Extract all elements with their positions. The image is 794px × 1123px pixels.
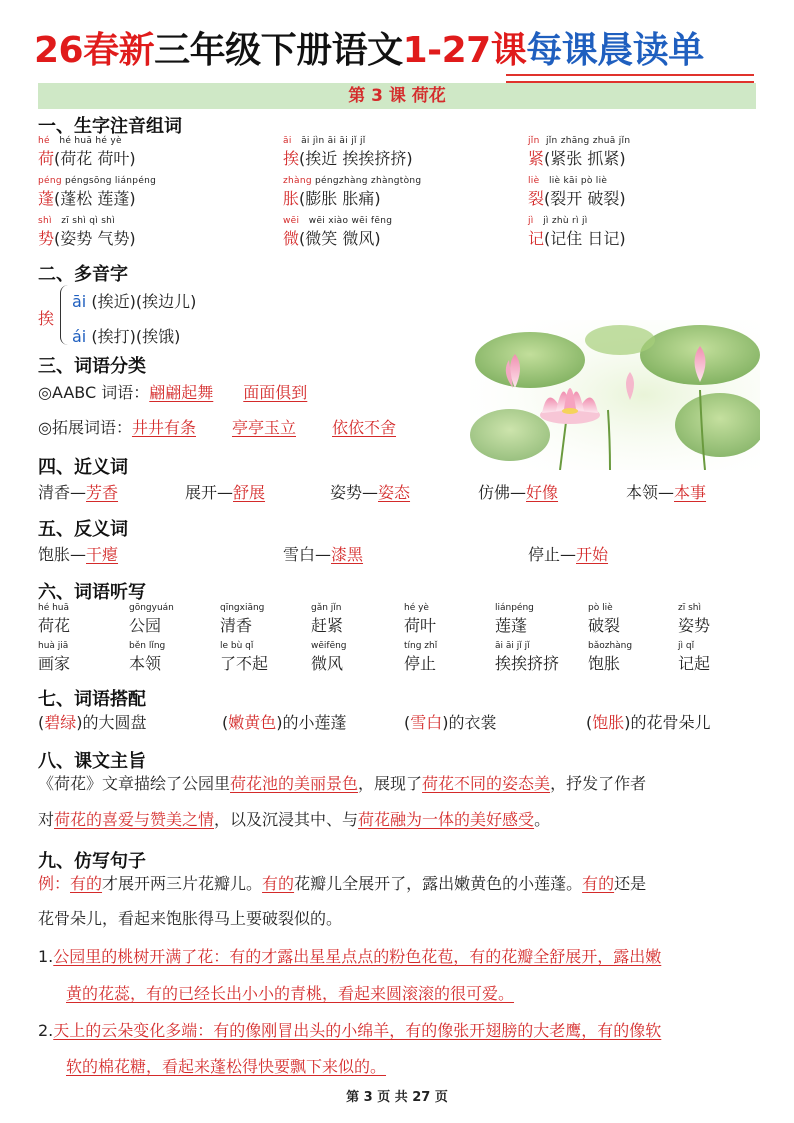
section-heading-4: 四、近义词 bbox=[38, 457, 128, 478]
synonym-pair: 姿势—姿态 bbox=[330, 483, 411, 502]
dictation-word: 莲蓬 bbox=[495, 616, 528, 635]
char-pinyin: āi āi jìn āi āi jǐ jǐ bbox=[283, 136, 366, 146]
char-item bbox=[38, 176, 156, 209]
dictation-word: 赶紧 bbox=[311, 616, 344, 635]
char-item bbox=[528, 216, 626, 249]
example-line-1: 例：有的才展开两三片花瓣儿。有的花瓣儿全展开了，露出嫩黄色的小莲蓬。有的还是 bbox=[38, 874, 647, 893]
aabc-word: 面面俱到 bbox=[243, 383, 308, 402]
dictation-item bbox=[311, 603, 343, 636]
char-item bbox=[38, 136, 136, 169]
dictation-pinyin: hé huā bbox=[38, 603, 70, 613]
section-heading-7: 七、词语搭配 bbox=[38, 689, 146, 710]
char-pinyin: wēi wēi xiào wēi fēng bbox=[283, 216, 393, 226]
synonym-pair: 清香—芳香 bbox=[38, 483, 119, 502]
collocation: (饱胀)的花骨朵儿 bbox=[586, 713, 711, 732]
polyphone-reading-1: āi (挨近)(挨边儿) bbox=[72, 292, 197, 311]
dictation-pinyin: wēifēng bbox=[311, 641, 347, 651]
dictation-word: 破裂 bbox=[588, 616, 621, 635]
dictation-pinyin: le bù qǐ bbox=[220, 641, 254, 651]
theme-line-1: 《荷花》文章描绘了公园里荷花池的美丽景色，展现了荷花不同的姿态美，抒发了作者 bbox=[38, 774, 647, 793]
collocation: (嫩黄色)的小莲蓬 bbox=[222, 713, 347, 732]
dictation-pinyin: bǎozhàng bbox=[588, 641, 633, 651]
dictation-item bbox=[404, 603, 436, 636]
char-words: 微(微笑 微风) bbox=[283, 229, 381, 248]
dictation-pinyin: zī shì bbox=[678, 603, 701, 613]
dictation-word: 荷叶 bbox=[404, 616, 437, 635]
ext-word: 亭亭玉立 bbox=[231, 418, 296, 437]
dictation-item bbox=[678, 603, 710, 636]
char-words: 荷(荷花 荷叶) bbox=[38, 149, 136, 168]
section-heading-1: 一、生字注音组词 bbox=[38, 116, 182, 137]
dictation-item bbox=[495, 641, 559, 674]
antonym-pair: 饱胀—干瘪 bbox=[38, 545, 119, 564]
dictation-item bbox=[38, 603, 70, 636]
dictation-pinyin: jì qǐ bbox=[678, 641, 695, 651]
antonym-pair: 停止—开始 bbox=[528, 545, 609, 564]
dictation-item bbox=[38, 641, 70, 674]
char-words: 挨(挨近 挨挨挤挤) bbox=[283, 149, 413, 168]
char-item bbox=[283, 216, 392, 249]
polyphone-char: 挨 bbox=[38, 309, 55, 328]
ext-word: 依依不舍 bbox=[332, 418, 397, 437]
aabc-label: ◎AABC 词语： bbox=[38, 383, 150, 402]
dictation-word: 微风 bbox=[311, 654, 344, 673]
dictation-pinyin: āi āi jǐ jǐ bbox=[495, 641, 530, 651]
ext-row bbox=[38, 415, 396, 438]
char-item bbox=[38, 216, 136, 249]
dictation-item bbox=[220, 603, 264, 636]
imitation-2-line-1: 2.天上的云朵变化多端：有的像刚冒出头的小绵羊，有的像张开翅膀的大老鹰，有的像软 bbox=[38, 1021, 662, 1040]
dictation-pinyin: tíng zhǐ bbox=[404, 641, 438, 651]
char-pinyin: shì zī shì qì shì bbox=[38, 216, 115, 226]
char-words: 紧(紧张 抓紧) bbox=[528, 149, 626, 168]
dictation-pinyin: hé yè bbox=[404, 603, 429, 613]
dictation-pinyin: pò liè bbox=[588, 603, 613, 613]
lesson-bar: 第 3 课 荷花 bbox=[38, 83, 756, 109]
polyphone-reading-2: ái (挨打)(挨饿) bbox=[72, 327, 181, 346]
dictation-word: 饱胀 bbox=[588, 654, 621, 673]
char-pinyin: péng péngsōng liánpéng bbox=[38, 176, 157, 186]
char-words: 势(姿势 气势) bbox=[38, 229, 136, 248]
section-heading-5: 五、反义词 bbox=[38, 519, 128, 540]
section-heading-3: 三、词语分类 bbox=[38, 356, 146, 377]
title-underline bbox=[506, 74, 754, 83]
char-words: 胀(膨胀 胀痛) bbox=[283, 189, 381, 208]
synonym-pair: 本领—本事 bbox=[626, 483, 707, 502]
section-heading-8: 八、课文主旨 bbox=[38, 751, 146, 772]
example-line-2: 花骨朵儿，看起来饱胀得马上要破裂似的。 bbox=[38, 909, 343, 928]
char-words: 裂(裂开 破裂) bbox=[528, 189, 626, 208]
imitation-1-line-1: 1.公园里的桃树开满了花：有的才露出星星点点的粉色花苞，有的花瓣全舒展开，露出嫩 bbox=[38, 947, 662, 966]
dictation-pinyin: huà jiā bbox=[38, 641, 69, 651]
dictation-word: 停止 bbox=[404, 654, 437, 673]
char-pinyin: jǐn jǐn zhāng zhuā jǐn bbox=[528, 136, 631, 146]
section-heading-6: 六、词语听写 bbox=[38, 582, 146, 603]
dictation-word: 公园 bbox=[129, 616, 162, 635]
char-pinyin: hé hé huā hé yè bbox=[38, 136, 122, 146]
dictation-pinyin: qīngxiāng bbox=[220, 603, 265, 613]
lotus-illustration bbox=[470, 320, 760, 470]
theme-line-2: 对荷花的喜爱与赞美之情，以及沉浸其中、与荷花融为一体的美好感受。 bbox=[38, 810, 551, 829]
char-pinyin: liè liè kāi pò liè bbox=[528, 176, 608, 186]
dictation-word: 姿势 bbox=[678, 616, 711, 635]
title-part-3: 1-27课 bbox=[402, 30, 527, 71]
char-item bbox=[528, 176, 626, 209]
title-part-4: 每课晨读单 bbox=[526, 30, 704, 71]
aabc-word: 翩翩起舞 bbox=[149, 383, 214, 402]
dictation-item bbox=[588, 641, 632, 674]
title-part-2: 三年级下册语文 bbox=[154, 30, 403, 71]
page-title bbox=[34, 22, 704, 73]
char-item bbox=[283, 136, 413, 169]
dictation-word: 本领 bbox=[129, 654, 162, 673]
dictation-word: 荷花 bbox=[38, 616, 71, 635]
dictation-pinyin: liánpéng bbox=[495, 603, 534, 613]
dictation-item bbox=[129, 641, 165, 674]
collocation: (碧绿)的大圆盘 bbox=[38, 713, 147, 732]
dictation-item bbox=[220, 641, 268, 674]
dictation-item bbox=[588, 603, 620, 636]
dictation-word: 清香 bbox=[220, 616, 253, 635]
dictation-word: 记起 bbox=[678, 654, 711, 673]
dictation-item bbox=[404, 641, 437, 674]
page-footer: 第 3 页 共 27 页 bbox=[346, 1090, 448, 1105]
title-part-1: 26春新 bbox=[34, 30, 155, 71]
dictation-item bbox=[311, 641, 347, 674]
char-words: 记(记住 日记) bbox=[528, 229, 626, 248]
antonym-pair: 雪白—漆黑 bbox=[283, 545, 364, 564]
synonym-pair: 仿佛—好像 bbox=[478, 483, 559, 502]
aabc-row bbox=[38, 380, 307, 403]
dictation-item bbox=[495, 603, 534, 636]
char-item bbox=[528, 136, 630, 169]
imitation-1-line-2: 黄的花蕊，有的已经长出小小的青桃，看起来圆滚滚的很可爱。 bbox=[66, 984, 515, 1003]
synonym-pair: 展开—舒展 bbox=[185, 483, 266, 502]
dictation-item bbox=[678, 641, 710, 674]
ext-word: 井井有条 bbox=[131, 418, 196, 437]
ext-label: ◎拓展词语： bbox=[38, 418, 132, 437]
dictation-word: 画家 bbox=[38, 654, 71, 673]
dictation-word: 了不起 bbox=[220, 654, 269, 673]
section-heading-9: 九、仿写句子 bbox=[38, 851, 146, 872]
section-heading-2: 二、多音字 bbox=[38, 264, 128, 285]
dictation-word: 挨挨挤挤 bbox=[495, 654, 560, 673]
dictation-pinyin: gōngyuán bbox=[129, 603, 174, 613]
dictation-pinyin: gǎn jǐn bbox=[311, 603, 342, 613]
char-pinyin: jì jì zhù rì jì bbox=[528, 216, 588, 226]
dictation-item bbox=[129, 603, 174, 636]
char-pinyin: zhàng péngzhàng zhàngtòng bbox=[283, 176, 422, 186]
char-item bbox=[283, 176, 421, 209]
imitation-2-line-2: 软的棉花糖，看起来蓬松得快要飘下来似的。 bbox=[66, 1057, 387, 1076]
brace bbox=[60, 285, 71, 345]
dictation-pinyin: běn lǐng bbox=[129, 641, 166, 651]
char-words: 蓬(蓬松 莲蓬) bbox=[38, 189, 136, 208]
collocation: (雪白)的衣裳 bbox=[404, 713, 497, 732]
